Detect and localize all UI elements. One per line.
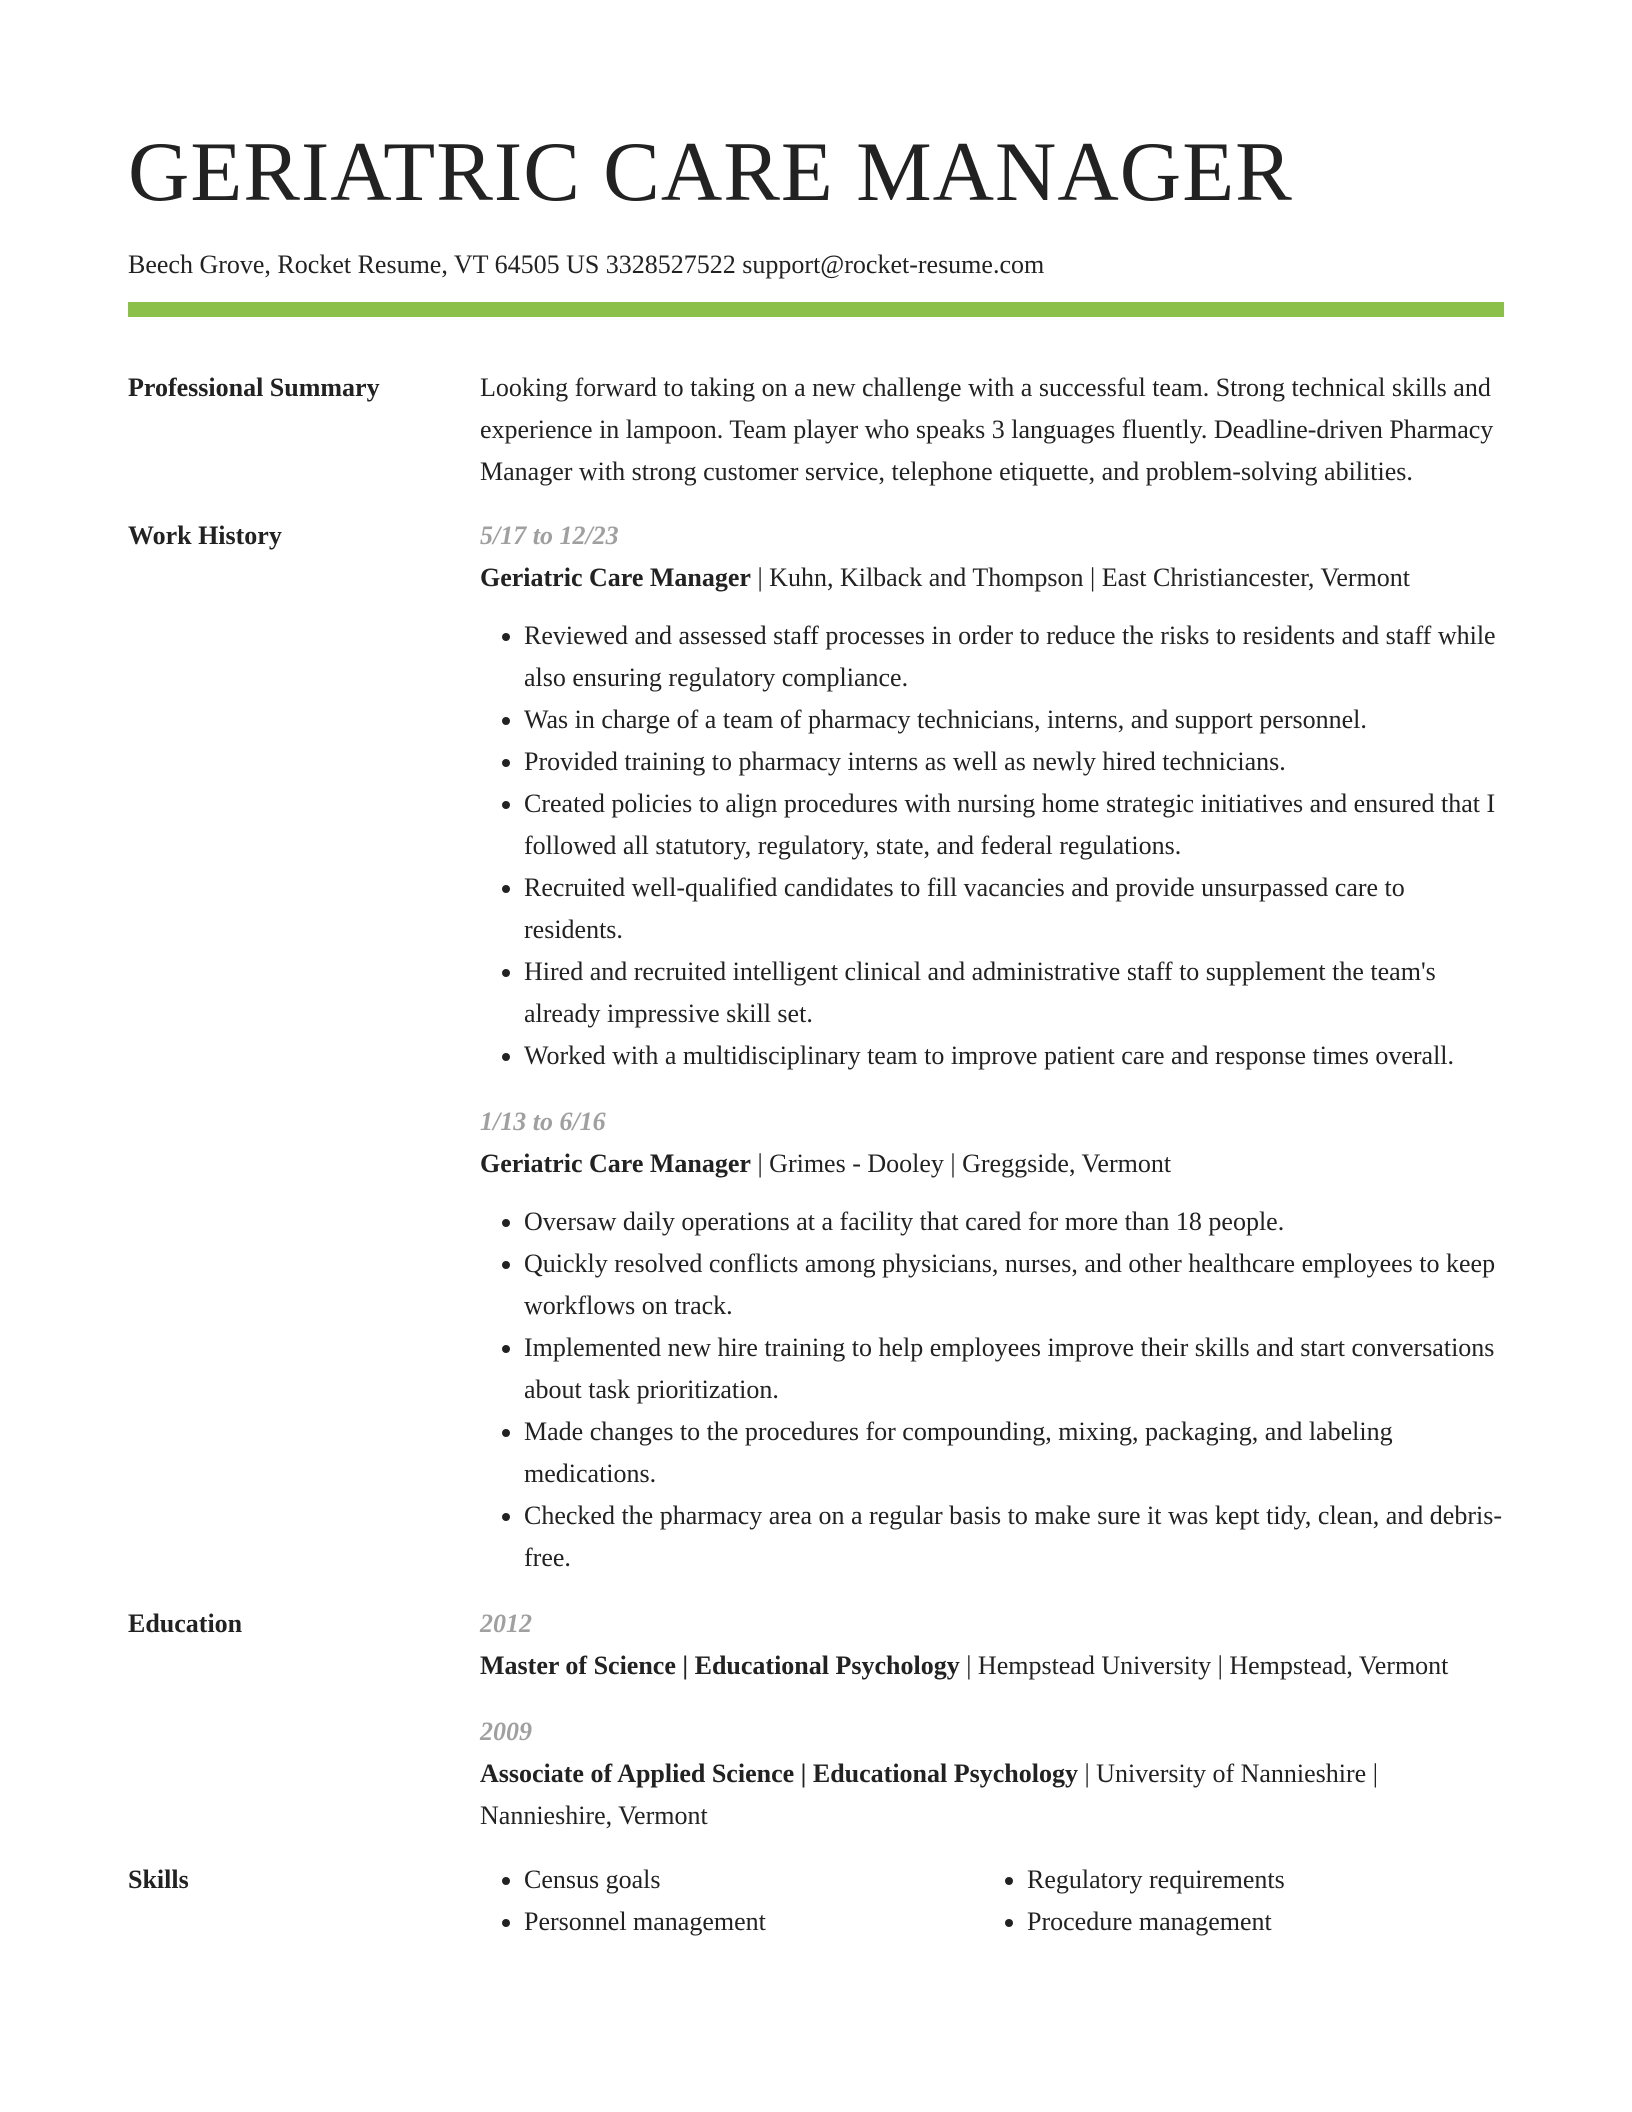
skills-heading: Skills [128,1865,189,1894]
list-item: • Census goals [524,1859,983,1901]
contact-line: Beech Grove, Rocket Resume, VT 64505 US 3328527522 support@rocket-resume.com [128,250,1045,279]
job-title: Geriatric Care Manager [480,563,751,592]
list-item: • Personnel management [524,1901,983,1943]
job-entry [480,515,1504,1077]
education-details: | University of Nannieshire | Nannieshire, Vermont [480,1759,1378,1830]
list-item: • Implemented new hire training to help employees improve their skills and start conversations about task prioritization. [524,1327,1504,1411]
job-bullets [480,1201,1504,1579]
summary-section [128,367,1504,493]
list-item: • Quickly resolved conflicts among physicians, nurses, and other healthcare employees to keep workflows on track. [524,1243,1504,1327]
education-list [480,1603,1504,1837]
job-entry [480,1101,1504,1579]
list-item: • Oversaw daily operations at a facility that cared for more than 18 people. [524,1201,1504,1243]
job-details: | Grimes - Dooley | Greggside, Vermont [750,1149,1172,1178]
list-item: • Worked with a multidisciplinary team to improve patient care and response times overall. [524,1035,1504,1077]
work-history-list [480,515,1504,1579]
accent-divider [128,302,1504,317]
list-item: • Hired and recruited intelligent clinical and administrative staff to supplement the team's already impressive skill set. [524,951,1504,1035]
list-item: • Made changes to the procedures for compounding, mixing, packaging, and labeling medications. [524,1411,1504,1495]
list-item: • Recruited well-qualified candidates to fill vacancies and provide unsurpassed care to residents. [524,867,1504,951]
job-dates: 1/13 to 6/16 [480,1107,606,1136]
skills-list-left [480,1859,983,1943]
list-item: • Created policies to align procedures with nursing home strategic initiatives and ensured that I followed all statutory, regulatory, state, and federal regulations. [524,783,1504,867]
list-item: • Provided training to pharmacy interns as well as newly hired technicians. [524,741,1504,783]
education-degree-line [480,1753,1504,1837]
work-history-heading: Work History [128,521,282,550]
job-role [480,557,1504,599]
work-history-section [128,515,1504,1579]
education-entry [480,1711,1504,1837]
list-item: • Checked the pharmacy area on a regular basis to make sure it was kept tidy, clean, and debris-free. [524,1495,1504,1579]
summary-heading: Professional Summary [128,373,380,402]
list-item: • Was in charge of a team of pharmacy technicians, interns, and support personnel. [524,699,1504,741]
list-item: • Procedure management [1027,1901,1486,1943]
education-degree: Master of Science | Educational Psychology [480,1651,960,1680]
summary-text: Looking forward to taking on a new challenge with a successful team. Strong technical skills and experience in lampoon. Team player who speaks 3 languages fluently. Deadline-driven Pharmacy Manager with strong customer service, telephone etiquette, and problem-solving abilities. [480,373,1494,486]
list-item: • Regulatory requirements [1027,1859,1486,1901]
education-heading: Education [128,1609,243,1638]
education-year: 2012 [480,1609,532,1638]
job-bullets [480,615,1504,1077]
education-degree-line [480,1645,1504,1687]
job-details: | Kuhn, Kilback and Thompson | East Christiancester, Vermont [750,563,1410,592]
education-degree: Associate of Applied Science | Educational Psychology [480,1759,1078,1788]
job-dates: 5/17 to 12/23 [480,521,619,550]
list-item: • Reviewed and assessed staff processes in order to reduce the risks to residents and staff while also ensuring regulatory compliance. [524,615,1504,699]
skills-list-right [983,1859,1486,1943]
job-title: Geriatric Care Manager [480,1149,751,1178]
skills-columns [480,1859,1504,1943]
education-section [128,1603,1504,1837]
skills-section [128,1859,1504,1943]
education-year: 2009 [480,1717,532,1746]
resume-title: GERIATRIC CARE MANAGER [128,125,1293,219]
education-details: | Hempstead University | Hempstead, Vermont [959,1651,1449,1680]
education-entry [480,1603,1504,1687]
job-role [480,1143,1504,1185]
